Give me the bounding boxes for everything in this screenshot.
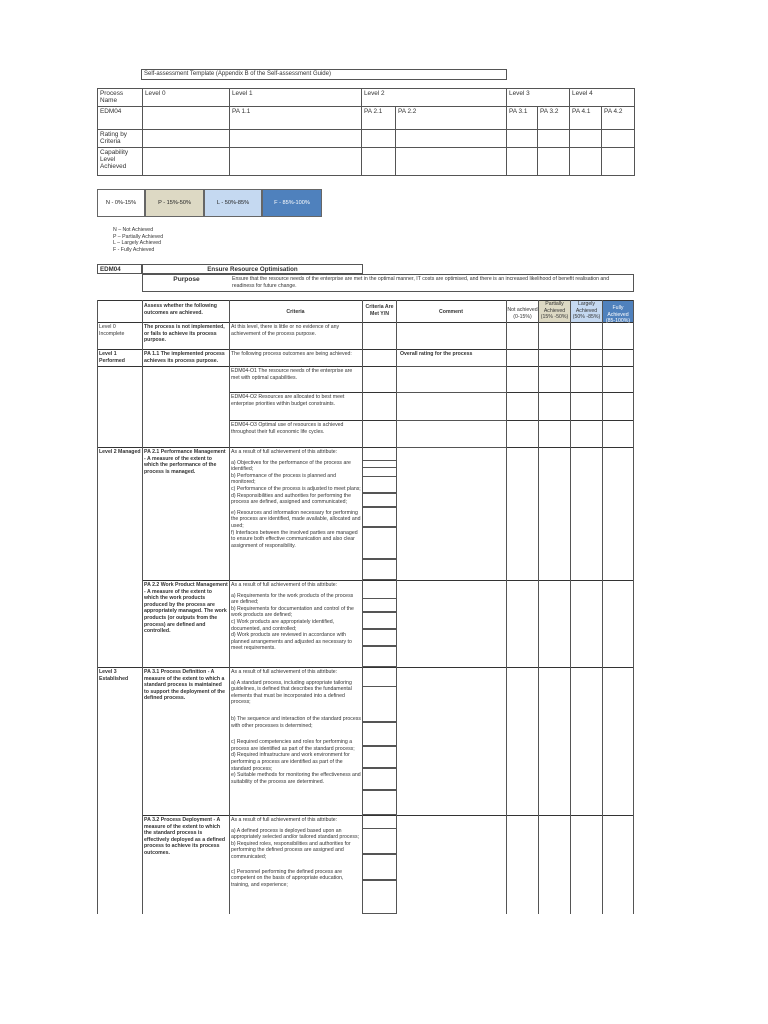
cap-pa21: PA 2.1	[362, 107, 396, 130]
cap-header-level3: Level 3	[507, 89, 570, 107]
grid-line	[97, 667, 634, 668]
pa22-item: a) Requirements for the work products of the process are defined;	[231, 592, 354, 606]
level0-assess: The process is not implemented, or fails to achieve its process purpose.	[144, 324, 225, 344]
cap-header-level2: Level 2	[362, 89, 507, 107]
cap-header-process: Process Name	[98, 89, 143, 107]
pa31-item: b) The sequence and interaction of the standard process with other processes is determined;	[231, 715, 361, 729]
pa21-item: e) Resources and information necessary for performing the process are identified, made available, allocated and used;	[231, 509, 361, 529]
grid-line	[97, 300, 98, 914]
grid-line	[142, 580, 634, 581]
process-id: EDM04	[100, 266, 121, 273]
criteria-header: Criteria	[286, 309, 305, 315]
comment-cell[interactable]	[396, 420, 507, 448]
grid-line	[142, 815, 634, 816]
pa31-item: a) A standard process, including appropriate tailoring guidelines, is defined that describes the fundamental elements that must be incorporated into a defined process;	[231, 679, 352, 706]
met-yn-cell[interactable]	[362, 493, 397, 507]
cap-header-level1: Level 1	[230, 89, 362, 107]
met-yn-cell[interactable]	[362, 722, 397, 746]
legend-item: N – Not Achieved	[113, 227, 154, 233]
legend-item: L – Largely Achieved	[113, 240, 161, 246]
met-yn-cell[interactable]	[362, 854, 397, 880]
met-yn-cell[interactable]	[362, 686, 397, 722]
assess-header: Assess whether the following outcomes are achieved.	[144, 303, 217, 316]
pa21-item: f) Interfaces between the involved parties are managed to ensure both effective communication and also clear assignment of responsibility.	[231, 529, 358, 549]
legend-item: F - Fully Achieved	[113, 246, 155, 253]
pa22-item: d) Work products are reviewed in accordance with planned arrangements and adjusted as necessary to meet requirements.	[231, 632, 352, 652]
pa21-assess: PA 2.1 Performance Management - A measure of the extent to which the performance of the process is managed.	[144, 449, 226, 475]
cap-process-id: EDM04	[98, 107, 143, 130]
pa31-item: d) Required infrastructure and work environment for performing a process are identified as part of the standard process;	[231, 752, 350, 772]
pa31-assess: PA 3.1 Process Definition - A measure of the extent to which a standard process is maintained to support the deployment of the defined process.	[144, 669, 225, 702]
met-header: Criteria Are Met Y/N	[365, 304, 394, 317]
comment-cell[interactable]	[396, 366, 507, 393]
pa22-criteria	[231, 582, 361, 652]
pa21-item: b) Performance of the process is planned and monitored;	[231, 472, 336, 486]
pa21-item: d) Responsibilities and authorities for performing the process are defined, assigned and communicated;	[231, 492, 351, 506]
cap-header-level0: Level 0	[143, 89, 230, 107]
met-yn-cell[interactable]	[362, 612, 397, 629]
cap-pa11: PA 1.1	[230, 107, 362, 130]
met-yn-cell[interactable]	[362, 746, 397, 768]
level1-criteria: The following process outcomes are being achieved:	[231, 351, 352, 357]
cap-capability-label: Capability Level Achieved	[98, 148, 143, 176]
pa31-item: e) Suitable methods for monitoring the effectiveness and suitability of the process are determined.	[231, 772, 361, 785]
level0-label: Level 0 Incomplete	[99, 324, 125, 337]
met-yn-cell[interactable]	[362, 527, 397, 559]
swatch-n-label: N - 0%-15%	[105, 200, 137, 206]
pa22-item: c) Work products are appropriately identified, documented, and controlled;	[231, 618, 335, 632]
grid-line	[229, 300, 230, 914]
pa21-item: c) Performance of the process is adjusted to meet plans;	[231, 485, 361, 492]
comment-cell[interactable]	[396, 392, 507, 421]
pa32-item: b) Required roles, responsibilities and authorities for performing the defined process are assigned and communicated;	[231, 840, 351, 860]
level2-label: Level 2 Managed	[99, 449, 141, 455]
grid-line	[97, 447, 634, 448]
met-yn-cell[interactable]	[362, 880, 397, 914]
met-yn-cell[interactable]	[362, 629, 397, 646]
not-achieved-header: Not achieved (0-15%)	[507, 307, 538, 320]
met-yn-cell[interactable]	[362, 646, 397, 667]
legend-item: P – Partially Achieved	[113, 233, 164, 240]
fully-header: Fully Achieved (85-100%)	[603, 301, 633, 322]
met-yn-cell[interactable]	[362, 460, 397, 468]
pa32-intro: As a result of full achievement of this attribute:	[231, 817, 338, 823]
met-yn-cell[interactable]	[362, 790, 397, 815]
level3-label: Level 3 Established	[99, 669, 129, 682]
met-yn-cell[interactable]	[362, 768, 397, 790]
level0-criteria: At this level, there is little or no evidence of any achievement of the process purpose.	[231, 324, 340, 337]
comment-header: Comment	[439, 309, 463, 315]
met-yn-cell[interactable]	[362, 476, 397, 493]
process-name: Ensure Resource Optimisation	[207, 266, 298, 273]
largely-header: Largely Achieved (50% -85%)	[572, 301, 601, 321]
pa32-item: a) A defined process is deployed based upon an appropriately selected and/or tailored standard process;	[231, 827, 360, 841]
partially-header: Partially Achieved (15% -50%)	[540, 301, 569, 321]
purpose-label: Purpose	[173, 276, 200, 283]
outcome-1: EDM04-O1 The resource needs of the enterprise are met with optimal capabilities.	[231, 368, 353, 381]
cap-pa32: PA 3.2	[538, 107, 570, 130]
pa22-assess: PA 2.2 Work Product Management - A measure of the extent to which the work products produced by the process are appropriately managed. The work products (or outputs from the process) are defined and controlled.	[144, 582, 228, 635]
swatch-f-label: F - 85%-100%	[274, 200, 310, 206]
grid-line	[570, 300, 571, 914]
outcome-3: EDM04-O3 Optimal use of resources is achieved throughout their full economic life cycles.	[231, 422, 344, 435]
pa22-item: b) Requirements for documentation and control of the work products are defined;	[231, 605, 354, 619]
grid-line	[142, 300, 143, 914]
met-yn-cell[interactable]	[362, 559, 397, 580]
overall-rating: Overall rating for the process	[400, 351, 473, 357]
cap-header-level4: Level 4	[570, 89, 635, 107]
met-yn-cell[interactable]	[362, 507, 397, 527]
pa32-assess: PA 3.2 Process Deployment - A measure of the extent to which the standard process is effectively deployed as a defined process to achieve its process outcomes.	[144, 817, 226, 856]
pa22-intro: As a result of full achievement of this attribute:	[231, 582, 338, 588]
pa21-item: a) Objectives for the performance of the process are identified;	[231, 459, 351, 473]
grid-line	[97, 349, 634, 350]
cap-rating-label: Rating by Criteria	[98, 130, 143, 148]
pa21-intro: As a result of full achievement of this attribute:	[231, 449, 338, 455]
grid-line	[97, 366, 634, 367]
template-title: Self-assessment Template (Appendix B of the Self-assessment Guide)	[144, 71, 331, 77]
pa31-intro: As a result of full achievement of this attribute:	[231, 669, 338, 675]
met-yn-cell[interactable]	[362, 598, 397, 612]
pa32-criteria	[231, 817, 361, 888]
met-yn-cell[interactable]	[362, 828, 397, 854]
pa31-item: c) Required competencies and roles for performing a process are identified as part of the standard process;	[231, 739, 355, 752]
pa21-criteria	[231, 449, 361, 549]
swatch-p-label: P - 15%-50%	[158, 200, 191, 206]
grid-line	[633, 300, 634, 914]
outcome-2: EDM04-O2 Resources are allocated to best meet enterprise priorities within budget constraints.	[231, 394, 345, 407]
grid-line	[602, 300, 603, 914]
grid-line	[97, 322, 634, 323]
cap-pa42: PA 4.2	[602, 107, 635, 130]
cap-pa22: PA 2.2	[396, 107, 507, 130]
level1-assess: PA 1.1 The implemented process achieves its process purpose.	[144, 351, 225, 364]
grid-line	[538, 300, 539, 914]
purpose-text: Ensure that the resource needs of the enterprise are met in the optimal manner, IT costs are optimised, and there is an increased likelihood of benefit realisation and readiness for future change.	[232, 276, 610, 289]
swatch-l-label: L - 50%-85%	[216, 200, 250, 206]
pa32-item: c) Personnel performing the defined process are competent on the basis of appropriate education, training, and experience;	[231, 868, 344, 888]
cap-pa41: PA 4.1	[570, 107, 602, 130]
pa31-criteria	[231, 669, 361, 785]
cap-pa31: PA 3.1	[507, 107, 538, 130]
level1-label: Level 1 Performed	[99, 351, 125, 364]
